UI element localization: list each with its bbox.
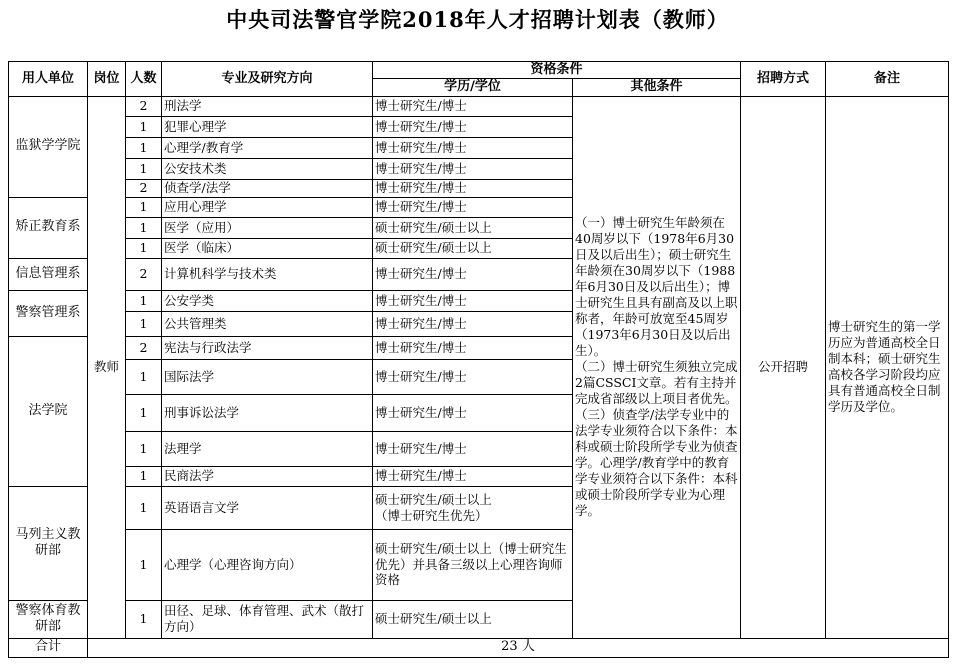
degree-cell: 硕士研究生/硕士以上	[373, 600, 573, 638]
major-cell: 医学（临床）	[162, 238, 373, 258]
major-cell: 公安学类	[162, 290, 373, 311]
count-cell: 1	[126, 116, 162, 137]
header-major: 专业及研究方向	[162, 62, 373, 97]
degree-cell: 博士研究生/博士	[373, 158, 573, 179]
header-other: 其他条件	[573, 79, 741, 96]
degree-cell: 博士研究生/博士	[373, 359, 573, 394]
major-cell: 应用心理学	[162, 197, 373, 217]
total-row	[9, 638, 949, 657]
major-cell: 公安技术类	[162, 158, 373, 179]
unit-name: 警察体育教研部	[9, 600, 88, 638]
major-cell: 心理学/教育学	[162, 137, 373, 158]
header-notes: 备注	[826, 62, 949, 97]
header-method: 招聘方式	[741, 62, 826, 97]
count-cell: 1	[126, 311, 162, 336]
count-cell: 2	[126, 179, 162, 197]
count-cell: 1	[126, 158, 162, 179]
table-row	[9, 96, 949, 116]
notes-cell: 博士研究生的第一学历应为普通高校全日制本科；硕士研究生高校各学习阶段均应具有普通高校全日制学历及学位。	[826, 96, 949, 638]
count-cell: 1	[126, 431, 162, 466]
major-cell: 英语语言文学	[162, 486, 373, 529]
degree-cell: 博士研究生/博士	[373, 197, 573, 217]
count-cell: 1	[126, 359, 162, 394]
major-cell: 田径、足球、体育管理、武术（散打方向）	[162, 600, 373, 638]
major-cell: 计算机科学与技术类	[162, 258, 373, 290]
degree-cell: 博士研究生/博士	[373, 96, 573, 116]
major-cell: 宪法与行政法学	[162, 336, 373, 359]
degree-cell: 硕士研究生/硕士以上	[373, 238, 573, 258]
major-cell: 民商法学	[162, 466, 373, 486]
unit-name: 马列主义教研部	[9, 486, 88, 600]
degree-cell: 博士研究生/博士	[373, 336, 573, 359]
degree-cell: 硕士研究生/硕士以上	[373, 217, 573, 238]
count-cell: 2	[126, 336, 162, 359]
count-cell: 1	[126, 137, 162, 158]
header-unit: 用人单位	[9, 62, 88, 97]
count-cell: 1	[126, 486, 162, 529]
header-qualification: 资格条件	[373, 62, 741, 79]
major-cell: 公共管理类	[162, 311, 373, 336]
unit-name: 法学院	[9, 336, 88, 486]
recruit-method: 公开招聘	[741, 96, 826, 638]
major-cell: 刑事诉讼法学	[162, 394, 373, 431]
post-name: 教师	[88, 96, 126, 638]
degree-cell: 硕士研究生/硕士以上 （博士研究生优先）	[373, 486, 573, 529]
count-cell: 1	[126, 466, 162, 486]
count-cell: 1	[126, 290, 162, 311]
major-cell: 国际法学	[162, 359, 373, 394]
page-title: 中央司法警官学院2018年人才招聘计划表（教师）	[226, 7, 729, 32]
major-cell: 犯罪心理学	[162, 116, 373, 137]
count-cell: 1	[126, 394, 162, 431]
unit-name: 矫正教育系	[9, 197, 88, 258]
count-cell: 1	[126, 217, 162, 238]
unit-name: 监狱学学院	[9, 96, 88, 197]
major-cell: 侦查学/法学	[162, 179, 373, 197]
total-label: 合计	[9, 638, 88, 657]
degree-cell: 硕士研究生/硕士以上（博士研究生优先）并具备三级以上心理咨询师资格	[373, 529, 573, 600]
degree-cell: 博士研究生/博士	[373, 137, 573, 158]
count-cell: 1	[126, 529, 162, 600]
degree-cell: 博士研究生/博士	[373, 179, 573, 197]
degree-cell: 博士研究生/博士	[373, 290, 573, 311]
count-cell: 2	[126, 96, 162, 116]
degree-cell: 博士研究生/博士	[373, 466, 573, 486]
count-cell: 1	[126, 197, 162, 217]
major-cell: 法理学	[162, 431, 373, 466]
other-conditions: （一）博士研究生年龄须在40周岁以下（1978年6月30日及以后出生）；硕士研究生年龄须在30周岁以下（1988年6月30日及以后出生）；博士研究生且具有副高及以上职称者，年龄可放宽至45周岁（1973年6月30日及以后出生）。 （二）博士研究生须独立完成2篇CSSCI文章。若有主持并完成省部级以上项目者优先。 （三）侦查学/法学专业中的法学专业须符合以下条件：本科或硕士阶段所学专业为侦查学。心理学/教育学中的教育学专业须符合以下条件：本科或硕士阶段所学专业为心理学。	[573, 96, 741, 638]
header-count: 人数	[126, 62, 162, 97]
total-value: 23 人	[88, 638, 949, 657]
major-cell: 心理学（心理咨询方向）	[162, 529, 373, 600]
degree-cell: 博士研究生/博士	[373, 116, 573, 137]
count-cell: 2	[126, 258, 162, 290]
degree-cell: 博士研究生/博士	[373, 394, 573, 431]
recruitment-table	[8, 61, 949, 658]
major-cell: 刑法学	[162, 96, 373, 116]
degree-cell: 博士研究生/博士	[373, 311, 573, 336]
major-cell: 医学（应用）	[162, 217, 373, 238]
unit-name: 信息管理系	[9, 258, 88, 290]
degree-cell: 博士研究生/博士	[373, 431, 573, 466]
header-degree: 学历/学位	[373, 79, 573, 96]
count-cell: 1	[126, 600, 162, 638]
header-post: 岗位	[88, 62, 126, 97]
unit-name: 警察管理系	[9, 290, 88, 336]
degree-cell: 博士研究生/博士	[373, 258, 573, 290]
count-cell: 1	[126, 238, 162, 258]
